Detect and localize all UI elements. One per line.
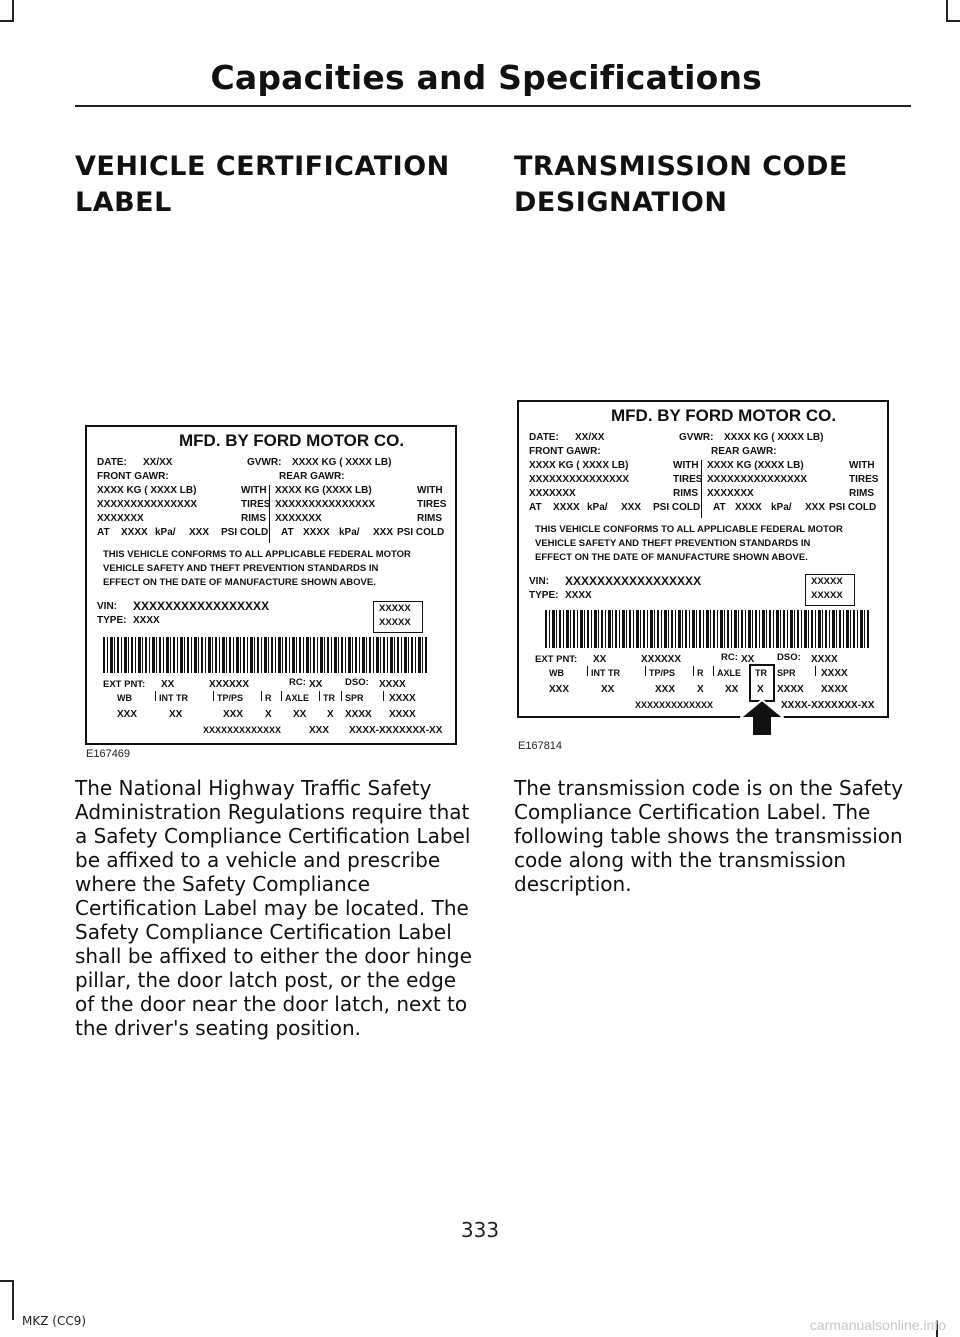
label-divider xyxy=(269,485,270,543)
label-psi-cold: PSI COLD xyxy=(653,502,701,513)
label-dso-caption: DSO: xyxy=(345,677,369,688)
label-kpa: kPa/ xyxy=(155,527,176,538)
label-tick xyxy=(341,691,342,701)
label-conformity-text: EFFECT ON THE DATE OF MANUFACTURE SHOWN ABOVE. xyxy=(103,577,376,588)
label-bottom-right: XXXX-XXXXXXX-XX xyxy=(349,725,443,736)
label-tires: TIRES xyxy=(673,474,703,485)
label-ext-pnt-value: XXXXXX xyxy=(641,654,682,665)
label-ext-pnt-caption: EXT PNT: xyxy=(535,654,578,665)
watermark: carmanualsonline.info xyxy=(809,1317,946,1333)
label-axle-value: XX xyxy=(725,684,739,695)
footer-model: MKZ (CC9) xyxy=(22,1314,87,1328)
label-tick xyxy=(693,666,694,676)
label-front-rim: XXXXXXX xyxy=(97,513,144,524)
label-r-value: X xyxy=(265,709,272,720)
crop-mark xyxy=(946,0,948,20)
section-heading-vehicle-certification xyxy=(75,150,450,222)
label-tick xyxy=(645,666,646,676)
label-tick xyxy=(383,691,384,701)
heading-line: DESIGNATION xyxy=(514,187,728,218)
label-wb-caption: WB xyxy=(117,693,132,703)
label-wb-value: XXX xyxy=(117,709,138,720)
label-last-col: XXXX xyxy=(821,684,848,695)
label-psi: XXX xyxy=(189,527,210,538)
label-rear-tire: XXXXXXXXXXXXXXX xyxy=(707,474,808,485)
label-ext-pnt-value: XX xyxy=(161,679,175,690)
label-dso-value: XXXX xyxy=(379,679,406,690)
label-box-line: XXXXX xyxy=(379,617,411,628)
label-front-weight: XXXX KG ( XXXX LB) xyxy=(529,460,629,471)
label-conformity-text: THIS VEHICLE CONFORMS TO ALL APPLICABLE FEDERAL MOTOR xyxy=(103,549,411,560)
label-rc-caption: RC: xyxy=(721,652,738,663)
label-pressure: XXXX xyxy=(553,502,580,513)
label-pressure: XXXX xyxy=(735,502,762,513)
label-divider xyxy=(701,460,702,518)
label-tp-ps-value: XXX xyxy=(223,709,244,720)
label-at: AT xyxy=(97,527,110,538)
label-rear-rim: XXXXXXX xyxy=(707,488,754,499)
label-barcode xyxy=(103,637,429,673)
transmission-code-highlight xyxy=(749,664,775,702)
crop-mark xyxy=(0,20,14,22)
label-int-tr-caption: INT TR xyxy=(159,693,188,703)
label-spr-caption: SPR xyxy=(345,693,364,703)
label-conformity-text: VEHICLE SAFETY AND THEFT PREVENTION STANDARDS IN xyxy=(103,563,379,574)
label-tick xyxy=(319,691,320,701)
label-vin-value: XXXXXXXXXXXXXXXXX xyxy=(565,574,702,588)
label-vin-value: XXXXXXXXXXXXXXXXX xyxy=(133,599,270,613)
label-conformity-text: THIS VEHICLE CONFORMS TO ALL APPLICABLE FEDERAL MOTOR xyxy=(535,524,843,535)
label-with: WITH xyxy=(241,485,267,496)
label-rc-value: XX xyxy=(741,654,755,665)
label-date-value: XX/XX xyxy=(575,432,605,443)
label-date-caption: DATE: xyxy=(529,432,559,443)
label-vin-caption: VIN: xyxy=(529,576,549,587)
label-ext-pnt-caption: EXT PNT: xyxy=(103,679,146,690)
label-psi: XXX xyxy=(621,502,642,513)
label-axle-value: XX xyxy=(293,709,307,720)
label-last-col: XXXX xyxy=(389,693,416,704)
label-tires: TIRES xyxy=(241,499,271,510)
crop-mark xyxy=(946,20,960,22)
label-tick xyxy=(155,691,156,701)
label-spr-caption: SPR xyxy=(777,668,796,678)
label-tires: TIRES xyxy=(849,474,879,485)
label-tick xyxy=(213,691,214,701)
label-date-caption: DATE: xyxy=(97,457,127,468)
title-divider xyxy=(75,105,911,107)
label-wb-caption: WB xyxy=(549,668,564,678)
label-tick xyxy=(261,691,262,701)
transmission-label-figure xyxy=(517,400,889,718)
label-tr-caption: TR xyxy=(323,693,335,703)
label-psi: XXX xyxy=(805,502,826,513)
label-maker: MFD. BY FORD MOTOR CO. xyxy=(179,431,405,450)
heading-line: LABEL xyxy=(75,187,172,218)
label-r-value: X xyxy=(697,684,704,695)
label-gvwr-caption: GVWR: xyxy=(247,457,282,468)
label-front-gawr: FRONT GAWR: xyxy=(97,471,169,482)
label-rear-gawr: REAR GAWR: xyxy=(279,471,345,482)
crop-mark xyxy=(12,1280,14,1320)
label-front-tire: XXXXXXXXXXXXXXX xyxy=(529,474,630,485)
label-tr-value: X xyxy=(327,709,334,720)
label-maker: MFD. BY FORD MOTOR CO. xyxy=(611,406,837,425)
label-bottom-right: XXXX-XXXXXXX-XX xyxy=(781,700,875,711)
label-rear-rim: XXXXXXX xyxy=(275,513,322,524)
label-pressure: XXXX xyxy=(303,527,330,538)
label-tick xyxy=(713,666,714,676)
vehicle-certification-paragraph: The National Highway Traffic Safety Administration Regulations require that a Safety Compliance Certification Label be affixed to a vehicle and prescribe where the Safety Compliance Certification Label may be located. The Safety Compliance Certification Label shall be affixed to either the door hinge pillar, the door latch post, or the edge of the door near the door latch, next to the driver's seating position. xyxy=(75,776,472,1040)
label-rear-tire: XXXXXXXXXXXXXXX xyxy=(275,499,376,510)
label-type-caption: TYPE: xyxy=(529,590,559,601)
label-rear-weight: XXXX KG (XXXX LB) xyxy=(275,485,372,496)
label-dso-value: XXXX xyxy=(811,654,838,665)
label-rims: RIMS xyxy=(241,513,266,524)
label-with: WITH xyxy=(849,460,875,471)
label-type-value: XXXX xyxy=(565,590,592,601)
label-axle-caption: AXLE xyxy=(285,693,310,703)
label-gvwr-value: XXXX KG ( XXXX LB) xyxy=(292,457,392,468)
label-tp-ps-caption: TP/PS xyxy=(649,668,676,678)
figure-code-left: E167469 xyxy=(86,748,131,760)
label-tp-ps-value: XXX xyxy=(655,684,676,695)
figure-code-right: E167814 xyxy=(518,740,563,752)
label-int-tr-value: XX xyxy=(169,709,183,720)
label-tires: TIRES xyxy=(417,499,447,510)
page-number: 333 xyxy=(460,1218,500,1242)
label-kpa: kPa/ xyxy=(587,502,608,513)
label-front-rim: XXXXXXX xyxy=(529,488,576,499)
label-bottom-mid: XXX xyxy=(309,725,330,736)
label-front-weight: XXXX KG ( XXXX LB) xyxy=(97,485,197,496)
label-axle-caption: AXLE xyxy=(717,668,742,678)
label-tp-ps-caption: TP/PS xyxy=(217,693,244,703)
label-psi-cold: PSI COLD xyxy=(829,502,877,513)
label-rear-weight: XXXX KG (XXXX LB) xyxy=(707,460,804,471)
label-psi-cold: PSI COLD xyxy=(397,527,445,538)
label-rims: RIMS xyxy=(849,488,874,499)
label-wb-value: XXX xyxy=(549,684,570,695)
pointer-arrow-icon xyxy=(740,700,784,736)
label-vin-caption: VIN: xyxy=(97,601,117,612)
label-at: AT xyxy=(281,527,294,538)
crop-mark xyxy=(0,1280,14,1282)
label-type-value: XXXX xyxy=(133,615,160,626)
label-rear-gawr: REAR GAWR: xyxy=(711,446,777,457)
label-psi: XXX xyxy=(373,527,394,538)
label-spr-value: XXXX xyxy=(345,709,372,720)
label-gvwr-caption: GVWR: xyxy=(679,432,714,443)
label-spr-value: XXXX xyxy=(777,684,804,695)
heading-line: VEHICLE CERTIFICATION xyxy=(75,151,450,182)
page-title: Capacities and Specifications xyxy=(210,58,762,97)
label-dso-caption: DSO: xyxy=(777,652,801,663)
label-bottom-code: XXXXXXXXXXXXX xyxy=(635,700,714,710)
label-date-value: XX/XX xyxy=(143,457,173,468)
label-r-caption: R xyxy=(265,693,272,703)
label-tick xyxy=(815,666,816,676)
label-rc-value: XX xyxy=(309,679,323,690)
label-rims: RIMS xyxy=(417,513,442,524)
label-bottom-code: XXXXXXXXXXXXX xyxy=(203,725,282,735)
label-at: AT xyxy=(713,502,726,513)
label-kpa: kPa/ xyxy=(339,527,360,538)
label-with: WITH xyxy=(417,485,443,496)
label-conformity-text: VEHICLE SAFETY AND THEFT PREVENTION STANDARDS IN xyxy=(535,538,811,549)
label-rims: RIMS xyxy=(673,488,698,499)
label-box-line: XXXXX xyxy=(811,590,843,601)
label-last-col: XXXX xyxy=(821,668,848,679)
crop-mark xyxy=(12,0,14,20)
label-front-gawr: FRONT GAWR: xyxy=(529,446,601,457)
label-tr-value: X xyxy=(757,684,764,695)
label-tick xyxy=(587,666,588,676)
label-conformity-text: EFFECT ON THE DATE OF MANUFACTURE SHOWN ABOVE. xyxy=(535,552,808,563)
label-psi-cold: PSI COLD xyxy=(221,527,269,538)
label-r-caption: R xyxy=(697,668,704,678)
label-ext-pnt-value: XX xyxy=(593,654,607,665)
label-with: WITH xyxy=(673,460,699,471)
label-last-col: XXXX xyxy=(389,709,416,720)
label-box-line: XXXXX xyxy=(379,603,411,614)
section-heading-transmission-code xyxy=(514,150,848,222)
transmission-code-paragraph: The transmission code is on the Safety Compliance Certification Label. The following table shows the transmission code along with the transmission description. xyxy=(514,776,904,896)
label-ext-pnt-value: XXXXXX xyxy=(209,679,250,690)
label-at: AT xyxy=(529,502,542,513)
label-tick xyxy=(281,691,282,701)
label-barcode xyxy=(545,610,871,648)
label-rc-caption: RC: xyxy=(289,677,306,688)
label-int-tr-value: XX xyxy=(601,684,615,695)
label-front-tire: XXXXXXXXXXXXXXX xyxy=(97,499,198,510)
label-box-line: XXXXX xyxy=(811,576,843,587)
label-pressure: XXXX xyxy=(121,527,148,538)
heading-line: TRANSMISSION CODE xyxy=(514,151,848,182)
label-gvwr-value: XXXX KG ( XXXX LB) xyxy=(724,432,824,443)
label-type-caption: TYPE: xyxy=(97,615,127,626)
label-tr-caption: TR xyxy=(755,668,767,678)
label-kpa: kPa/ xyxy=(771,502,792,513)
label-int-tr-caption: INT TR xyxy=(591,668,620,678)
certification-label-figure xyxy=(85,425,457,745)
